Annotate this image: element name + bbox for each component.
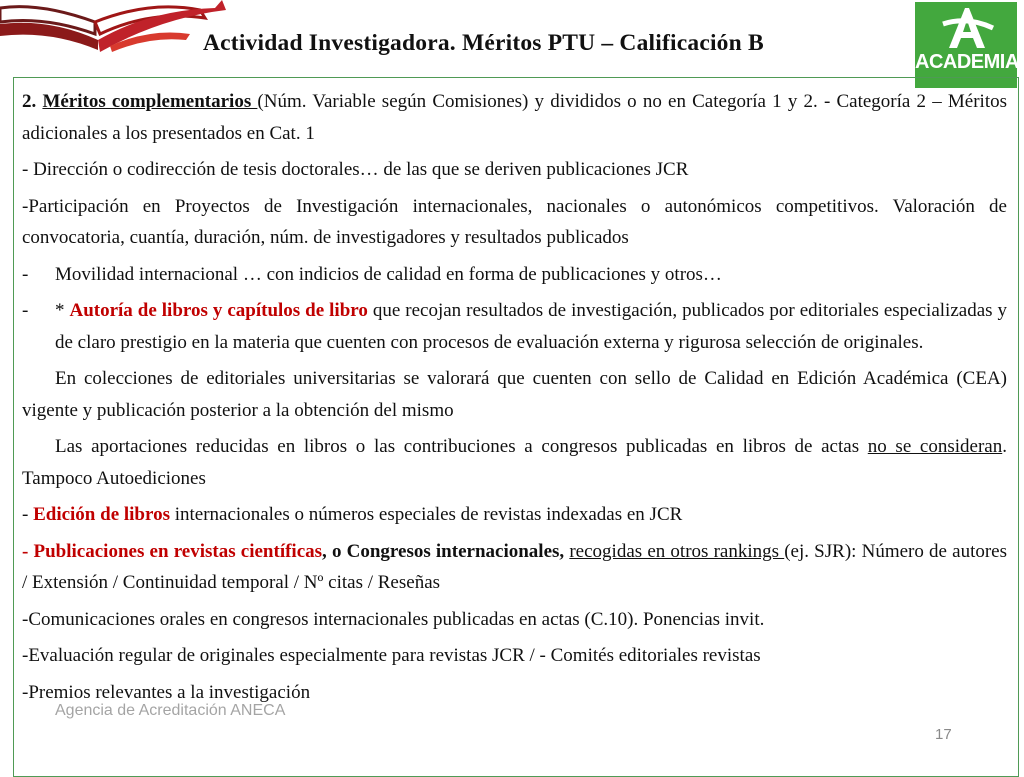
paragraph-colecciones: En colecciones de editoriales universitarias se valorará que cuenten con sello de Calidad en Edición Académica (CEA) vigente y publicación posterior a la obtención del mismo — [22, 368, 1007, 421]
meritos-description: (Núm. Variable según Comisiones) y divididos o no en Categoría 1 y 2. - Categoría 2 – Méritos adicionales a los presentados en Cat. 1 — [22, 91, 1007, 144]
paragraph-meritos-complementarios — [22, 86, 1007, 149]
publicaciones-highlight: - Publicaciones en revistas científicas — [22, 540, 323, 562]
publicaciones-comma: , — [322, 540, 327, 562]
edicion-prefix: - — [22, 504, 34, 525]
academia-logo — [915, 2, 1017, 88]
edicion-highlight: Edición de libros — [33, 504, 170, 525]
paragraph-comunicaciones: -Comunicaciones orales en congresos internacionales publicadas en actas (C.10). Ponencias invit. — [22, 608, 765, 630]
paragraph-edicion-libros — [22, 499, 1007, 531]
no-se-consideran: no se consideran — [867, 436, 1003, 457]
movilidad-text: Movilidad internacional … con indicios de calidad en forma de publicaciones y otros… — [55, 263, 722, 285]
congresos-bold: o Congresos internacionales, — [326, 540, 565, 562]
paragraph-autoria-libros — [22, 295, 1007, 358]
slide-title: Actividad Investigadora. Méritos PTU – Calificación B — [203, 30, 764, 56]
paragraph-evaluacion: -Evaluación regular de originales especialmente para revistas JCR / - Comités editoriales revistas — [22, 645, 761, 666]
paragraph-premios: -Premios relevantes a la investigación — [22, 681, 311, 703]
bullet-dash: - — [22, 300, 29, 321]
publicaciones-text: (ej. SJR): Número de autores / Extensión / Continuidad temporal / Nº citas / Reseñas — [22, 540, 1008, 593]
paragraph-proyectos: -Participación en Proyectos de Investigación internacionales, nacionales o autonómicos competitivos. Valoración de convocatoria, cuantía, duración, núm. de investigadores y resultados publicados — [22, 195, 1007, 248]
page-number: 17 — [935, 726, 952, 743]
paragraph-aportaciones — [22, 431, 1007, 494]
item-number: 2. — [22, 91, 37, 112]
footer-overlay-text: Agencia de Acreditación ANECA — [55, 702, 286, 719]
meritos-heading: Méritos complementarios — [42, 91, 258, 112]
bullet-dash: - — [22, 263, 29, 285]
paragraph-publicaciones-revistas — [22, 536, 1007, 599]
aportaciones-tail: . Tampoco Autoediciones — [22, 436, 1007, 489]
aportaciones-text: Las aportaciones reducidas en libros o las contribuciones a congresos publicadas en libros de actas — [55, 436, 868, 457]
academia-logo-text: ACADEMIA — [915, 51, 1019, 73]
content-body — [22, 86, 1007, 713]
edicion-text: internacionales o números especiales de revistas indexadas en JCR — [169, 504, 683, 525]
paragraph-movilidad — [22, 259, 1007, 291]
rankings-underlined: recogidas en otros rankings — [569, 540, 785, 562]
book-logo-icon — [0, 0, 232, 78]
autoria-highlight: Autoría de libros y capítulos de libro — [69, 300, 368, 321]
autoria-text: que recojan resultados de investigación, publicados por editoriales especializadas y de claro prestigio en la materia que cuenten con procesos de evaluación externa y rigurosa selección de originales. — [55, 300, 1007, 353]
autoria-prefix: * — [55, 300, 70, 321]
paragraph-tesis: - Dirección o codirección de tesis doctorales… de las que se deriven publicaciones JCR — [22, 159, 689, 180]
